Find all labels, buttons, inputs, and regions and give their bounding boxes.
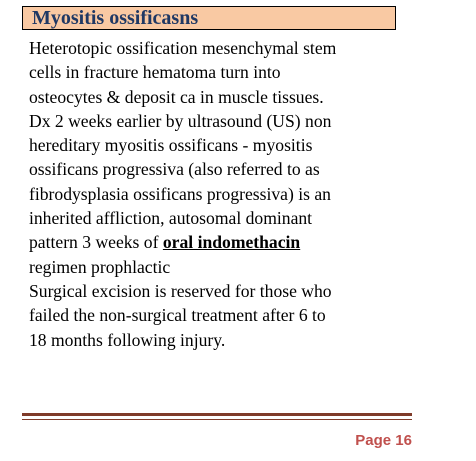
section-heading: Myositis ossificasns (22, 6, 396, 30)
body-line-prefix: pattern 3 weeks of (29, 232, 163, 253)
body-line: osteocytes & deposit ca in muscle tissues. (29, 86, 324, 107)
body-line: regimen prophlactic (29, 256, 171, 277)
footer-rule-thick (22, 413, 412, 416)
body-line: ossificans progressiva (also referred to as (29, 159, 320, 180)
body-line: hereditary myositis ossificans - myositis (29, 135, 313, 156)
page-number: Page 16 (355, 432, 412, 449)
body-line: cells in fracture hematoma turn into (29, 62, 281, 83)
body-line: 18 months following injury. (29, 329, 226, 350)
body-line: Dx 2 weeks earlier by ultrasound (US) non (29, 110, 332, 131)
body-line (29, 230, 409, 254)
body-line: Heterotopic ossification mesenchymal stem (29, 38, 337, 58)
emphasized-term: oral indomethacin (162, 232, 301, 253)
body-line: failed the non-surgical treatment after 6 to (29, 305, 326, 326)
footer-rule-thin (22, 419, 412, 420)
body-paragraph (29, 36, 409, 352)
body-line: fibrodysplasia ossificans progressiva) is an (29, 183, 331, 204)
body-line: Surgical excision is reserved for those who (29, 280, 332, 301)
body-line: inherited affliction, autosomal dominant (29, 208, 313, 229)
